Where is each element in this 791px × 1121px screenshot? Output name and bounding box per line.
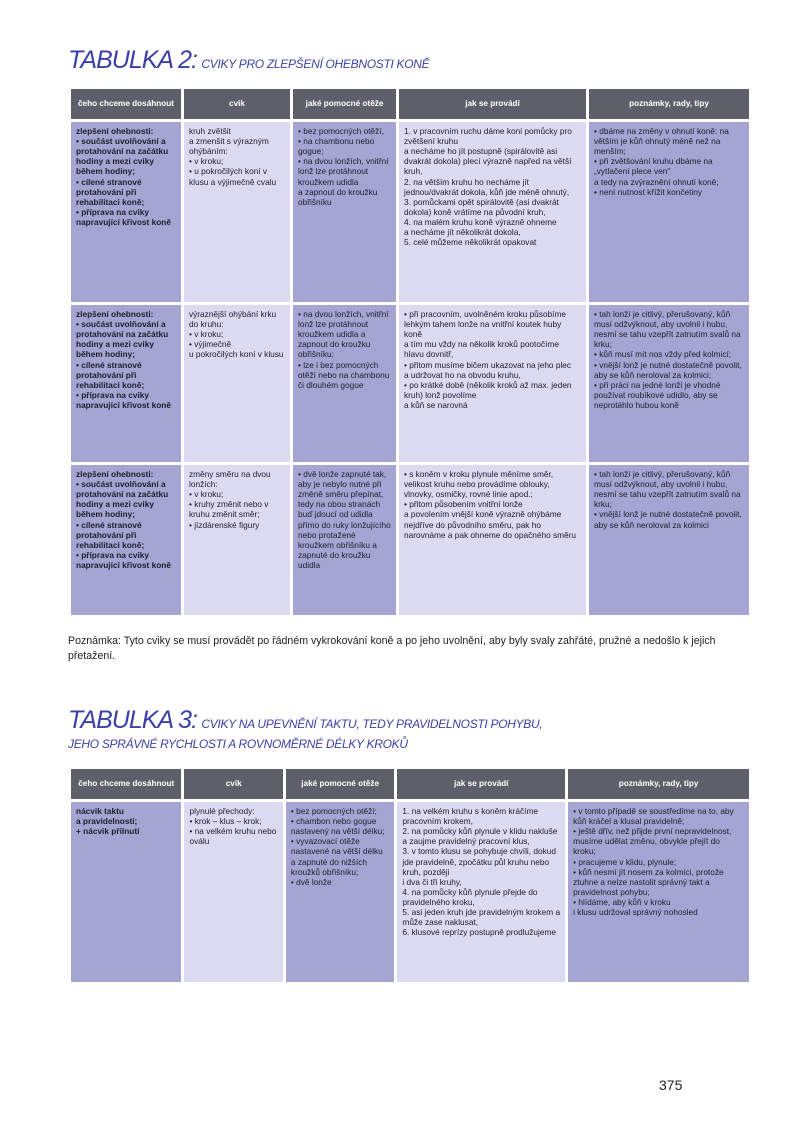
howto-cell: 1. v pracovním ruchu dáme koni pomůcky pro zvětšení kruhu a necháme ho jít postupně (spirálovitě asi dvakrát dokola) plecí výrazně napřed na větší kruh, 2. na větším kruhu ho necháme jít jednou/dvakrát dokola, kůň jde méně ohnutý, 3. pomůckami opět spirálovitě (asi dvakrát dokola) koně vrátíme na původní kruh, 4. na malém kruhu koně výrazně ohneme a necháme jít několikrát dokola, 5. celé můžeme několikrát opakovat [399,122,586,302]
notes-cell: • v tomto případě se soustředíme na to, aby kůň kráčel a klusal pravidelně; • ještě dřív, než přijde první nepravidelnost, musíme udělat změnu, obvykle přejít do kroku; • pracujeme v klidu, plynule; • kůň nesmí jít nosem za kolmici, protože ztuhne a nelze nastolit správný takt a pravidelnost pohybu; • hlídáme, aby kůň v kroku i klusu udržoval správný nohosled [568,802,749,982]
table3-header-exercise: cvik [184,769,282,799]
goal-cell: zlepšení ohebnosti: • součást uvolňování a protahování na začátku hodiny a mezi cviky během hodiny; • cílené stranové protahování při rehabilitaci koně; • příprava na cviky napravující křivost koně [71,122,181,302]
table3-title-number: TABULKA 3: [68,706,197,734]
table2-title-text: CVIKY PRO ZLEPŠENÍ OHEBNOSTI KONĚ [201,57,430,71]
table3 [68,766,752,985]
table2-title-number: TABULKA 2: [68,46,197,74]
table2-header-howto: jak se provádí [399,89,586,119]
goal-cell: nácvik taktu a pravidelnosti; + nácvik přilnutí [71,802,181,982]
notes-cell: • tah lonží je citlivý, přerušovaný, kůň musí odžvýknout, aby uvolnil i hubu, nesmí se tahu vzepřít zatnutím svalů na krku; • vnější lonž je nutné dostatečně povolit, aby se kůň neroloval za kolmici [589,465,749,615]
table2-header-row [71,89,749,119]
goal-cell: zlepšení ohebnosti: • součást uvolňování a protahování na začátku hodiny a mezi cviky během hodiny; • cílené stranové protahování při rehabilitaci koně; • příprava na cviky napravující křivost koně [71,305,181,462]
table-row [71,122,749,302]
howto-cell: • s koněm v kroku plynule měníme směr, velikost kruhu nebo provádíme oblouky, vlnovky, osmičky, rovné linie apod.; • přitom působením vnitřní lonže a povolením vnější koně výrazně ohýbáme nejdříve do původního směru, pak ho narovnáme a pak ohneme do opačného směru [399,465,586,615]
table3-header-reins: jaké pomocné otěže [286,769,394,799]
reins-cell: • dvě lonže zapnuté tak, aby je nebylo nutné při změně směru přepínat, tedy na obou stranách buď jdoucí od udidla přímo do ruky lonžujícího nebo protažené kroužkem obřišníku a zapnuté do kroužku udidla [293,465,396,615]
exercise-cell: kruh zvětšit a zmenšit s výrazným ohýbáním: • v kroku; • u pokročilých koní v klusu a výjimečně cvalu [184,122,290,302]
table2-header-reins: jaké pomocné otěže [293,89,396,119]
reins-cell: • bez pomocných otěží, • na chambonu nebo gogue; • na dvou lonžích, vnitřní lonž lze protáhnout kroužkem udidla a zapnout do kroužku obřišníku [293,122,396,302]
goal-cell: zlepšení ohebnosti: • součást uvolňování a protahování na začátku hodiny a mezi cviky během hodiny; • cílené stranové protahování při rehabilitaci koně; • příprava na cviky napravující křivost koně [71,465,181,615]
table-row [71,305,749,462]
table-row [71,802,749,982]
howto-cell: 1. na velkém kruhu s koněm kráčíme pracovním krokem, 2. na pomůcky kůň plynule v klidu nakluše a zaujme pravidelný pracovní klus, 3. v tomto klusu se pohybuje chvíli, dokud jde pravidelně, zpočátku půl kruhu nebo kruh, později i dva či tři kruhy, 4. na pomůcky kůň plynule přejde do pravidelného kroku, 5. asi jeden kruh jde pravidelným krokem a může zase naklusat, 6. klusové reprízy postupně prodlužujeme [397,802,565,982]
exercise-cell: změny směru na dvou lonžích: • v kroku; • kruhy změnit nebo v kruhu změnit směr; • jízdárenské figury [184,465,290,615]
table2-header-exercise: cvik [184,89,290,119]
table3-title-text-line1: CVIKY NA UPEVNĚNÍ TAKTU, TEDY PRAVIDELNOSTI POHYBU, [201,717,543,731]
table2-header-goal: čeho chceme dosáhnout [71,89,181,119]
table2-title [68,46,429,75]
table3-header-howto: jak se provádí [397,769,565,799]
table3-header-goal: čeho chceme dosáhnout [71,769,181,799]
notes-cell: • dbáme na změny v ohnutí koně: na větším je kůň ohnutý méně než na menším; • při zvětšování kruhu dbáme na „vytlačení plece ven“ a tedy na zvýraznění ohnutí koně; • není nutnost křížit končetiny [589,122,749,302]
howto-cell: • při pracovním, uvolněném kroku působíme lehkým tahem lonže na vnitřní koutek huby koně a tím mu vždy na několik kroků pootočíme hlavu dovnitř, • přitom musíme bičem ukazovat na jeho plec a udržovat ho na obvodu kruhu, • po krátké době (několik kroků až max. jeden kruh) lonž povolíme a kůň se narovná [399,305,586,462]
notes-cell: • tah lonží je citlivý, přerušovaný, kůň musí odžvýknout, aby uvolnil i hubu, nesmí se tahu vzepřít zatnutím svalů na krku; • kůň musí mít nos vždy před kolmicí; • vnější lonž je nutné dostatečně povolit, aby se kůň neroloval za kolmici; • při práci na jedné lonži je vhodné používat roubíkové udidlo, aby se neprotáhlo hubou koně [589,305,749,462]
table2-footnote: Poznámka: Tyto cviky se musí provádět po řádném vykrokování koně a po jeho uvolnění, aby byly svaly zahřáté, pružné a nedošlo k jejich přetažení. [68,635,716,663]
exercise-cell: plynulé přechody: • krok – klus – krok; • na velkém kruhu nebo oválu [184,802,282,982]
table3-title-text-line2: JEHO SPRÁVNÉ RYCHLOSTI A ROVNOMĚRNÉ DÉLKY KROKŮ [68,736,408,751]
reins-cell: • bez pomocných otěží; • chambon nebo gogue nastavený na větší délku; • vyvazovací otěže nastavené na větší délku a zapnuté do nižších kroužků obřišníku; • dvě lonže [286,802,394,982]
table-row [71,465,749,615]
table3-header-notes: poznámky, rady, tipy [568,769,749,799]
table3-header-row [71,769,749,799]
table2 [68,86,752,618]
page-number: 375 [659,1077,683,1093]
reins-cell: • na dvou lonžích, vnitřní lonž lze protáhnout kroužkem udidla a zapnout do kroužku obřišníku; • lze i bez pomocných otěží nebo na chambonu či dlouhém gogue [293,305,396,462]
table3-title [68,707,542,752]
exercise-cell: výraznější ohýbání krku do kruhu: • v kroku; • výjimečně u pokročilých koní v klusu [184,305,290,462]
table2-header-notes: poznámky, rady, tipy [589,89,749,119]
